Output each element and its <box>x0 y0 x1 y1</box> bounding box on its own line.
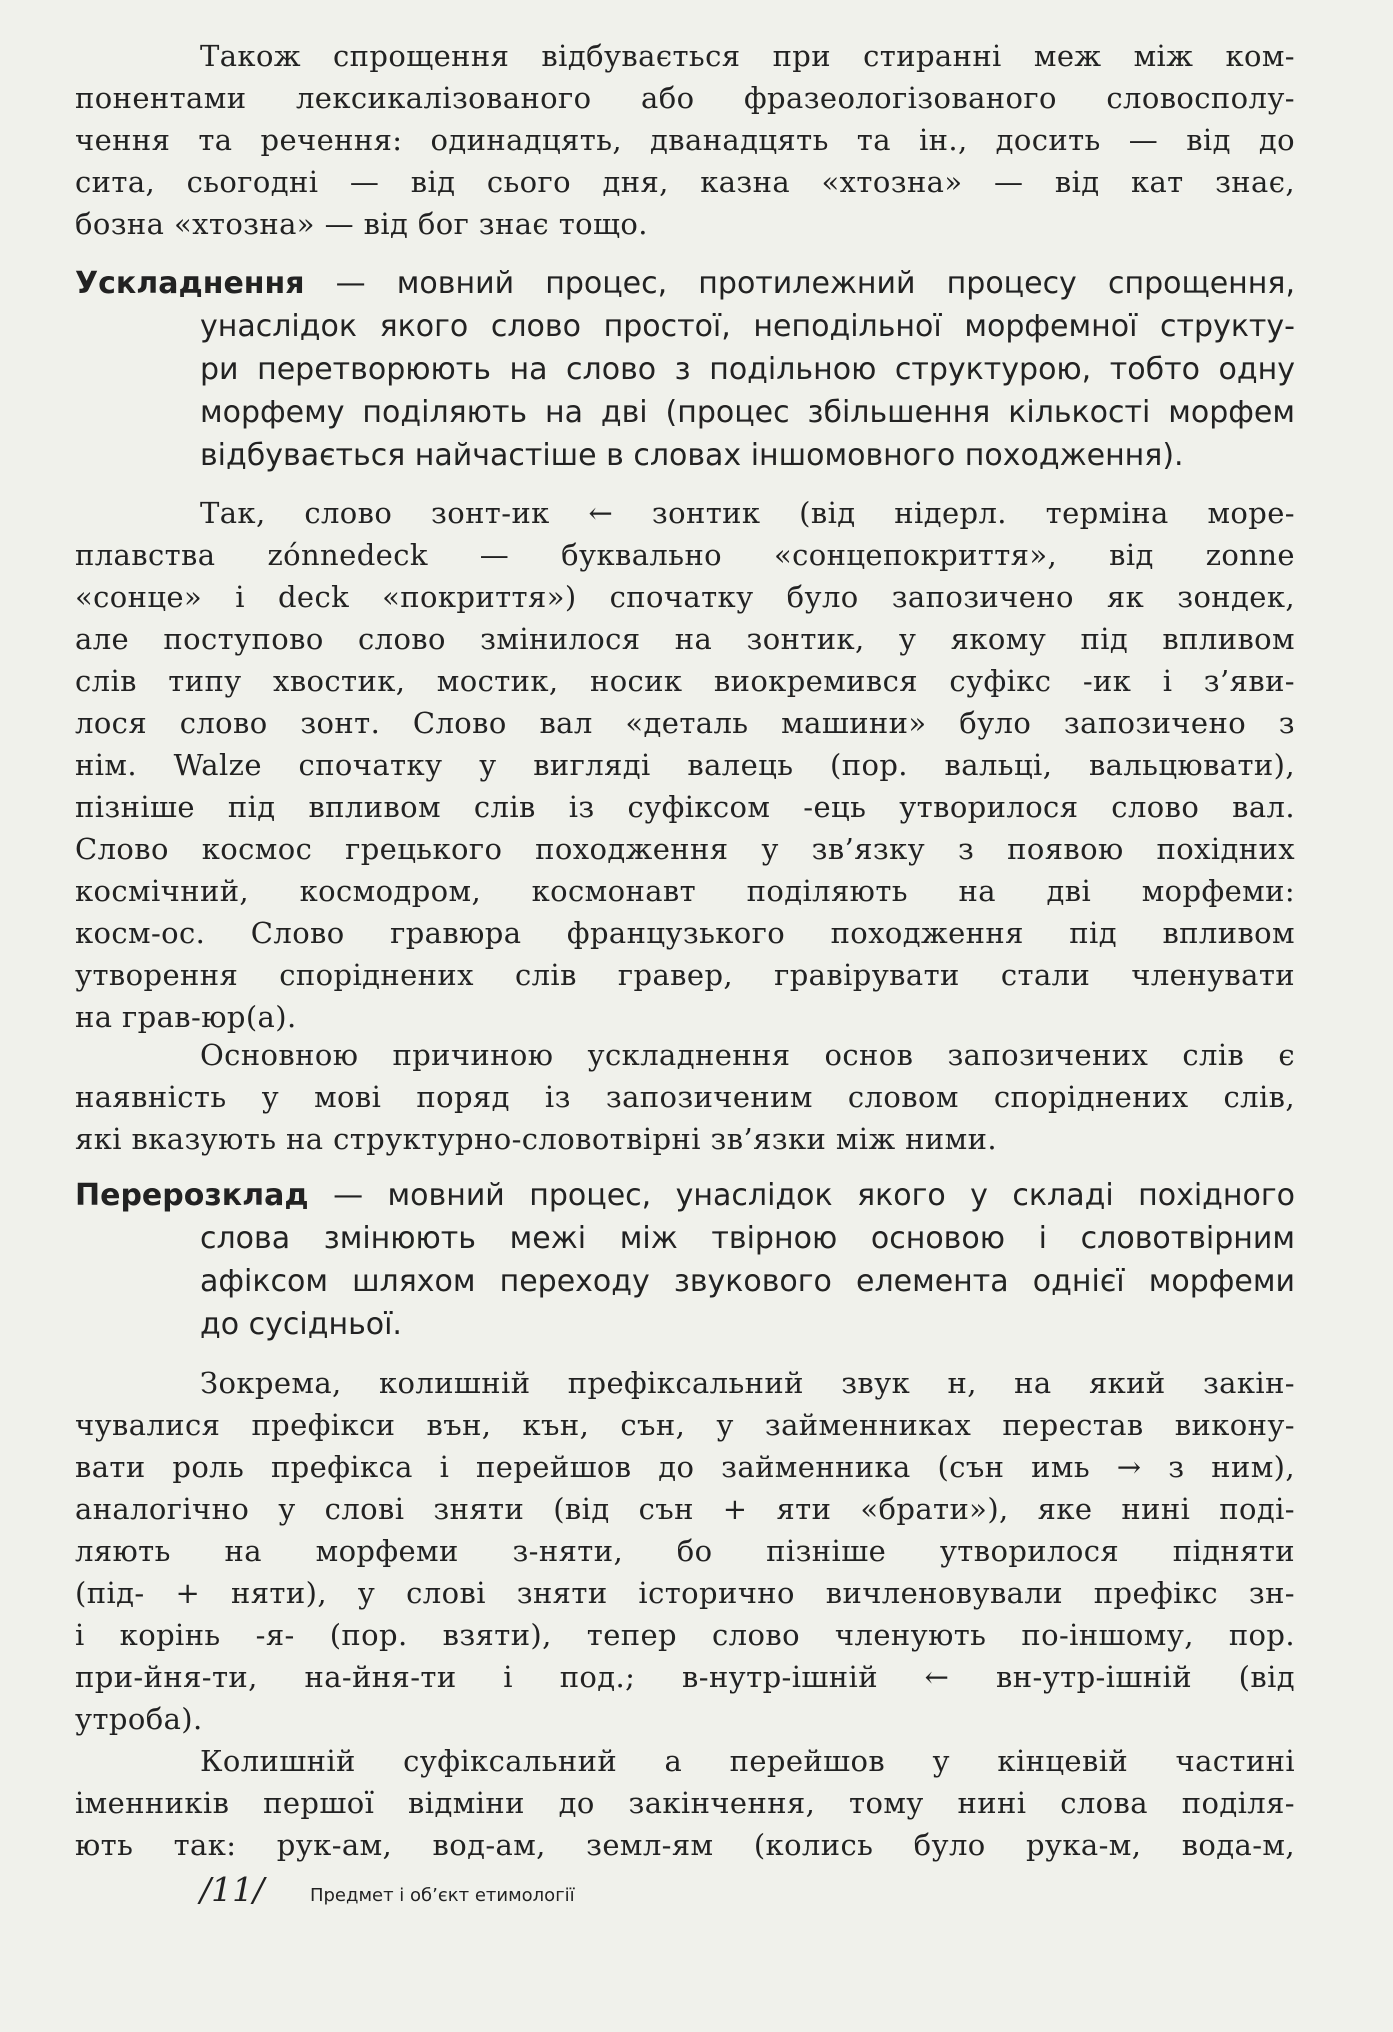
text-line: Колишній суфіксальний а перейшов у кінцевій частині <box>200 1744 1295 1778</box>
term-heading: Ускладнення <box>75 266 305 301</box>
text-line: унаслідок якого слово простої, неподільної морфемної структу- <box>200 309 1295 344</box>
text-line: чувалися префікси вън, кън, сън, у займенниках перестав викону- <box>75 1408 1295 1442</box>
text-line: чення та речення: одинадцять, дванадцять та ін., досить — від до <box>75 123 1295 157</box>
definition-first-line <box>75 1174 1295 1217</box>
text-line: (під- + няти), у слові зняти історично вичленовували префікс зн- <box>75 1576 1295 1610</box>
text-line: бозна «хтозна» — від бог знає тощо. <box>75 207 648 241</box>
text-line: утворення споріднених слів гравер, гравірувати стали членувати <box>75 958 1295 992</box>
text-line: плавства zónnedeck — буквально «сонцепокриття», від zonne <box>75 538 1295 572</box>
text-line: вати роль префікса і перейшов до займенника (сън имь → з ним), <box>75 1450 1295 1484</box>
text-line: косм-ос. Слово гравюра французького походження під впливом <box>75 916 1295 950</box>
text-line: наявність у мові поряд із запозиченим словом споріднених слів, <box>75 1080 1295 1114</box>
text-line: лося слово зонт. Слово вал «деталь машини» було запозичено з <box>75 706 1295 740</box>
paragraph-suffix-example <box>75 1740 1295 1866</box>
text-line: Також спрощення відбувається при стиранні меж між ком- <box>200 39 1295 73</box>
definition-text: — мовний процес, протилежний процесу спрощення, <box>304 266 1295 301</box>
definition-text: — мовний процес, унаслідок якого у складі похідного <box>308 1178 1295 1213</box>
text-line: слова змінюють межі між твірною основою і словотвірним <box>200 1221 1295 1256</box>
text-line: космічний, космодром, космонавт поділяють на дві морфеми: <box>75 874 1295 908</box>
paragraph-examples-complication <box>75 492 1295 1038</box>
text-line: «сонце» і deck «покриття») спочатку було запозичено як зондек, <box>75 580 1295 614</box>
text-line: іменників першої відміни до закінчення, тому нині слова поділя- <box>75 1786 1295 1820</box>
text-line: Слово космос грецького походження у зв’язку з появою похідних <box>75 832 1295 866</box>
text-line: утроба). <box>75 1702 203 1736</box>
text-line: сита, сьогодні — від сього дня, казна «хтозна» — від кат знає, <box>75 165 1295 199</box>
text-line: Зокрема, колишній префіксальний звук н, на який закін- <box>200 1366 1295 1400</box>
text-line: слів типу хвостик, мостик, носик виокремився суфікс -ик і з’яви- <box>75 664 1295 698</box>
text-line: понентами лексикалізованого або фразеологізованого словосполу- <box>75 81 1295 115</box>
definition-complication <box>75 262 1295 477</box>
text-line: Основною причиною ускладнення основ запозичених слів є <box>200 1038 1295 1072</box>
paragraph-main-reason <box>75 1034 1295 1160</box>
definition-first-line <box>75 262 1295 305</box>
text-line: до сусідньої. <box>200 1307 402 1342</box>
page-footer <box>200 1870 575 1920</box>
term-heading: Перерозклад <box>75 1178 309 1213</box>
text-line: морфему поділяють на дві (процес збільшення кількості морфем <box>200 395 1295 430</box>
text-line: пізніше під впливом слів із суфіксом -ець утворилося слово вал. <box>75 790 1295 824</box>
text-line: афіксом шляхом переходу звукового елемента однієї морфеми <box>200 1264 1295 1299</box>
text-line: які вказують на структурно-словотвірні зв’язки між ними. <box>75 1122 997 1156</box>
running-title: Предмет і об’єкт етимології <box>309 1885 575 1906</box>
page-number: /11/ <box>200 1870 265 1909</box>
definition-reanalysis <box>75 1174 1295 1346</box>
text-line: нім. Walze спочатку у вигляді валець (пор. вальці, вальцювати), <box>75 748 1295 782</box>
text-line: аналогічно у слові зняти (від сън + яти «брати»), яке нині поді- <box>75 1492 1295 1526</box>
paragraph-simplification <box>75 35 1295 245</box>
text-line: при-йня-ти, на-йня-ти і под.; в-нутр-ішній ← вн-утр-ішній (від <box>75 1660 1295 1694</box>
text-line: і корінь -я- (пор. взяти), тепер слово членують по-іншому, пор. <box>75 1618 1295 1652</box>
text-line: на грав-юр(а). <box>75 1000 297 1034</box>
text-line: але поступово слово змінилося на зонтик, у якому під впливом <box>75 622 1295 656</box>
text-line: ляють на морфеми з-няти, бо пізніше утворилося підняти <box>75 1534 1295 1568</box>
text-line: відбувається найчастіше в словах іншомовного походження). <box>200 438 1184 473</box>
paragraph-prefix-example <box>75 1362 1295 1740</box>
text-line: ють так: рук-ам, вод-ам, земл-ям (колись було рука-м, вода-м, <box>75 1828 1295 1862</box>
text-line: Так, слово зонт-ик ← зонтик (від нідерл. терміна море- <box>200 496 1295 530</box>
text-line: ри перетворюють на слово з подільною структурою, тобто одну <box>200 352 1295 387</box>
